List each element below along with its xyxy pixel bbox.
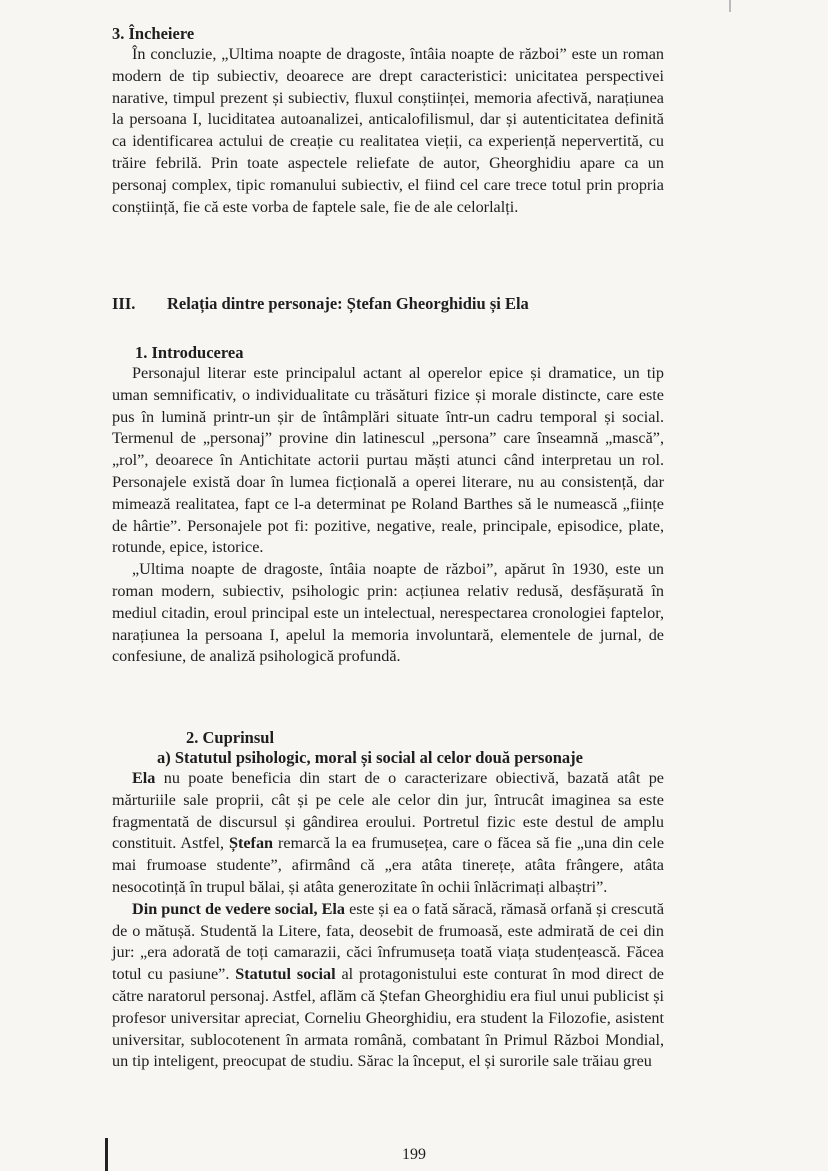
section-title: Relația dintre personaje: Ștefan Gheorghidiu și Ela	[167, 294, 529, 313]
body-section	[112, 728, 664, 1073]
body-paragraph-2-text: este și ea o fată săracă, rămasă orfană și crescută de o mătușă. Studentă la Litere, fata, deosebit de frumoasă, este admirată de cei din jur: „era adorată de toți camarazii, căci înfrumuseța toată viața studențească. Făcea totul cu pasiune”.	[112, 899, 665, 984]
section-number: III.	[112, 294, 136, 313]
introduction-section	[112, 343, 664, 668]
conclusion-paragraph: În concluzie, „Ultima noapte de dragoste, întâia noapte de război” este un roman modern de tip subiectiv, deoarece are drept caracteristici: unicitatea perspectivei narative, timpul prezent și subiectiv, fluxul conștiinței, memoria afectivă, narațiunea la persoana I, luciditatea autoanalizei, anticalofilismul, dar și autenticitatea definită ca identificarea actului de creație cu realitatea vieții, ca experiență nepervertită, cu trăire febrilă. Prin toate aspectele reliefate de autor, Gheorghidiu apare ca un personaj complex, tipic romanului subiectiv, el fiind cel care trece totul prin propria conștiință, fie că este vorba de faptele sale, fie de ale celorlalți.	[112, 45, 664, 216]
conclusion-heading: 3. Încheiere	[112, 24, 195, 43]
conclusion-section	[112, 24, 664, 218]
bold-social-status: Statutul social	[235, 965, 336, 984]
page-number: 199	[402, 1146, 426, 1163]
body-heading: 2. Cuprinsul	[186, 728, 275, 747]
introduction-paragraph-2: „Ultima noapte de dragoste, întâia noapte de război”, apărut în 1930, este un roman modern, subiectiv, psihologic prin: acțiunea relativ redusă, desfășurată în mediul citadin, eroul principal este un intelectual, nerespectarea cronologiei faptelor, narațiunea la persoana I, apelul la memoria involuntară, elementele de jurnal, de confesiune, de analiză psihologică profundă.	[112, 560, 664, 666]
introduction-paragraph-1: Personajul literar este principalul actant al operelor epice și dramatice, un tip uman semnificativ, o individualitate cu trăsături fizice și morale distincte, care este pus în lumină printr-un șir de întâmplări situate într-un cadru temporal și social. Termenul de „personaj” provine din latinescul „persona” care înseamnă „mască”, „rol”, deoarece în Antichitate actorii purtau măști atunci când interpretau un rol. Personajele există doar în lumea ficțională a operei literare, nu au consistență, dar mimează realitatea, fapt ce l-a determinat pe Roland Barthes să le numească „ființe de hârtie”. Personajele pot fi: pozitive, negative, reale, principale, episodice, plate, rotunde, epice, istorice.	[112, 364, 664, 557]
body-paragraph-1-text-2: remarcă la ea frumusețea, care o făcea să fie „una din cele mai frumoase studente”, afirmând că „era atâta tinerețe, atâta frângere, atâta nesocotință în trupul bălai, și atâta generozitate în ochii înlăcrimați albaștri”.	[112, 834, 665, 896]
section-three-header	[112, 294, 664, 314]
bold-stefan: Ștefan	[228, 834, 274, 853]
body-paragraph-1-text: nu poate beneficia din start de o caracterizare obiectivă, bazată atât pe mărturiile sale proprii, cât și pe cele ale celor din jur, întrucât imaginea sa este fragmentată de discursul și gândirea eroului. Portretul fizic este destul de amplu constituit. Astfel,	[112, 769, 664, 853]
body-subheading: a) Statutul psihologic, moral și social al celor două personaje	[157, 748, 583, 767]
bold-social-view: Din punct de vedere social, Ela	[132, 899, 346, 918]
bold-ela: Ela	[132, 769, 156, 787]
body-paragraph-2	[112, 899, 664, 1073]
body-paragraph-1	[112, 768, 664, 899]
body-paragraph-2-text-2: al protagonistului este conturat în mod direct de către naratorul personaj. Astfel, aflăm că Ștefan Gheorghidiu era fiul unui publicist și profesor universitar apreciat, Corneliu Gheorghidiu, era student la Filozofie, asistent universitar, sublocotenent în armata română, combatant în Primul Război Mondial, un tip inteligent, preocupat de studiu. Sărac la început, el și surorile sale trăiau greu	[112, 965, 664, 1071]
introduction-heading: 1. Introducerea	[135, 343, 244, 362]
page-edge-mark	[729, 0, 731, 12]
